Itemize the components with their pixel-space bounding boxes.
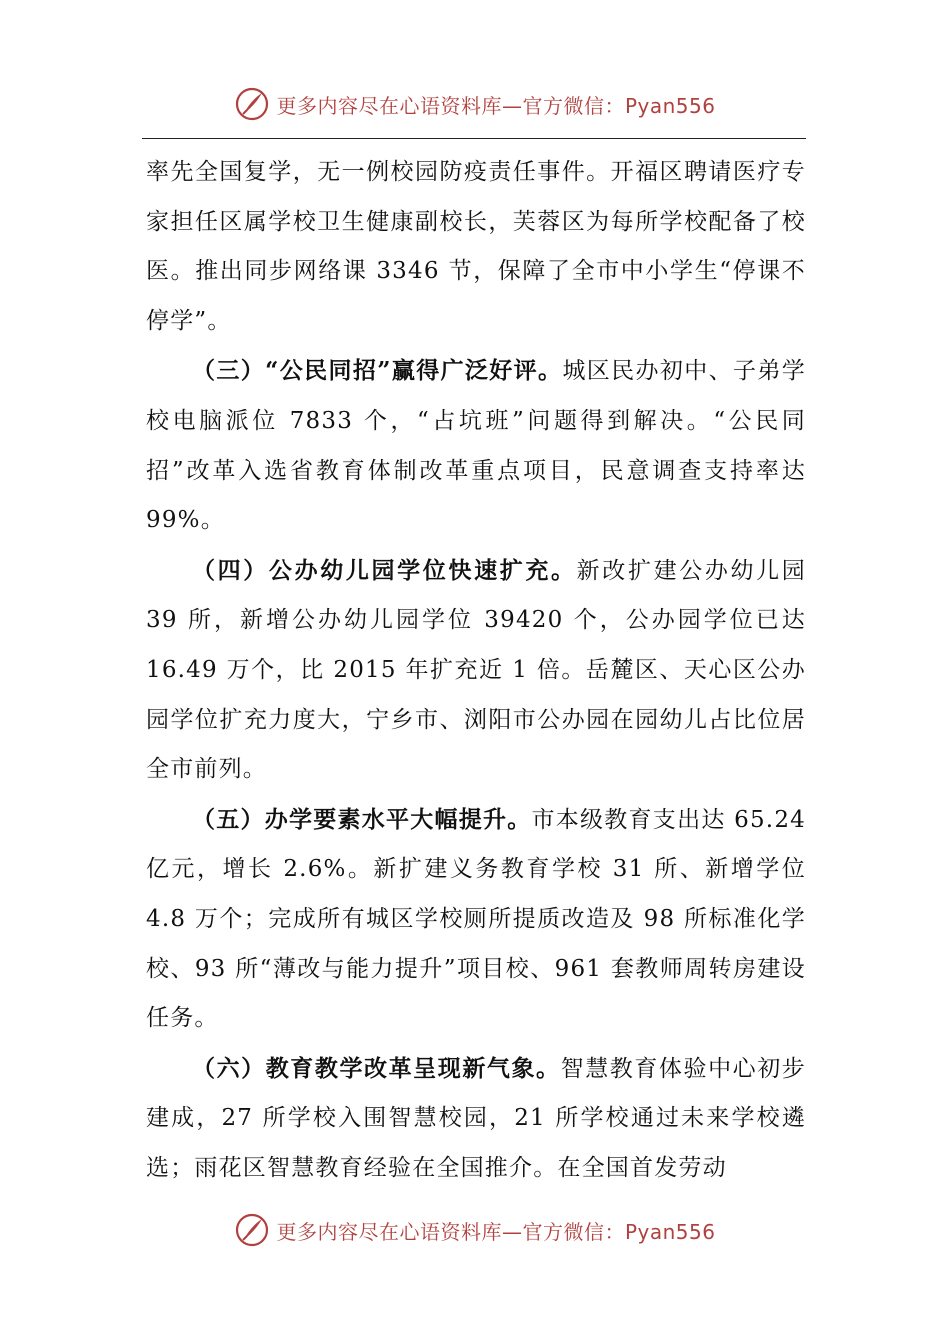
section-heading-4: （四）公办幼儿园学位快速扩充。	[192, 556, 577, 584]
header-banner-text: 更多内容尽在心语资料库—官方微信：Pyan556	[276, 93, 716, 118]
paragraph-3-body: 新改扩建公办幼儿园 39 所，新增公办幼儿园学位 39420 个，公办园学位已达 16.49 万个，比 2015 年扩充近 1 倍。岳麓区、天心区公办园学位扩充力度大，宁乡市、浏阳市公办园在园幼儿占比位居全市前列。	[146, 557, 806, 783]
header-divider	[142, 138, 806, 139]
paragraph-4-body: 市本级教育支出达 65.24 亿元，增长 2.6%。新扩建义务教育学校 31 所、新增学位 4.8 万个；完成所有城区学校厕所提质改造及 98 所标准化学校、93 所“薄改与能力提升”项目校、961 套教师周转房建设任务。	[146, 806, 806, 1032]
paragraph-2	[146, 346, 806, 545]
section-heading-3: （三）“公民同招”赢得广泛好评。	[192, 357, 563, 385]
paragraph-5	[146, 1044, 806, 1194]
section-heading-5: （五）办学要素水平大幅提升。	[192, 805, 532, 833]
footer-banner-text: 更多内容尽在心语资料库—官方微信：Pyan556	[276, 1219, 716, 1244]
paragraph-2-body: 城区民办初中、子弟学校电脑派位 7833 个，“占坑班”问题得到解决。“公民同招”改革入选省教育体制改革重点项目，民意调查支持率达 99%。	[146, 358, 806, 534]
quill-logo-icon	[234, 1212, 270, 1248]
paragraph-5-body: 智慧教育体验中心初步建成，27 所学校入围智慧校园，21 所学校通过未来学校遴选；雨花区智慧教育经验在全国推介。在全国首发劳动	[146, 1055, 806, 1181]
paragraph-4	[146, 795, 806, 1044]
document-body	[146, 148, 806, 1193]
paragraph-1	[146, 148, 806, 346]
section-heading-6: （六）教育教学改革呈现新气象。	[192, 1054, 561, 1082]
quill-logo-icon	[234, 86, 270, 122]
header-banner	[0, 84, 950, 124]
paragraph-1-body: 率先全国复学，无一例校园防疫责任事件。开福区聘请医疗专家担任区属学校卫生健康副校长，芙蓉区为每所学校配备了校医。推出同步网络课 3346 节，保障了全市中小学生“停课不停学”。	[146, 159, 806, 334]
paragraph-3	[146, 546, 806, 795]
footer-banner	[0, 1210, 950, 1250]
